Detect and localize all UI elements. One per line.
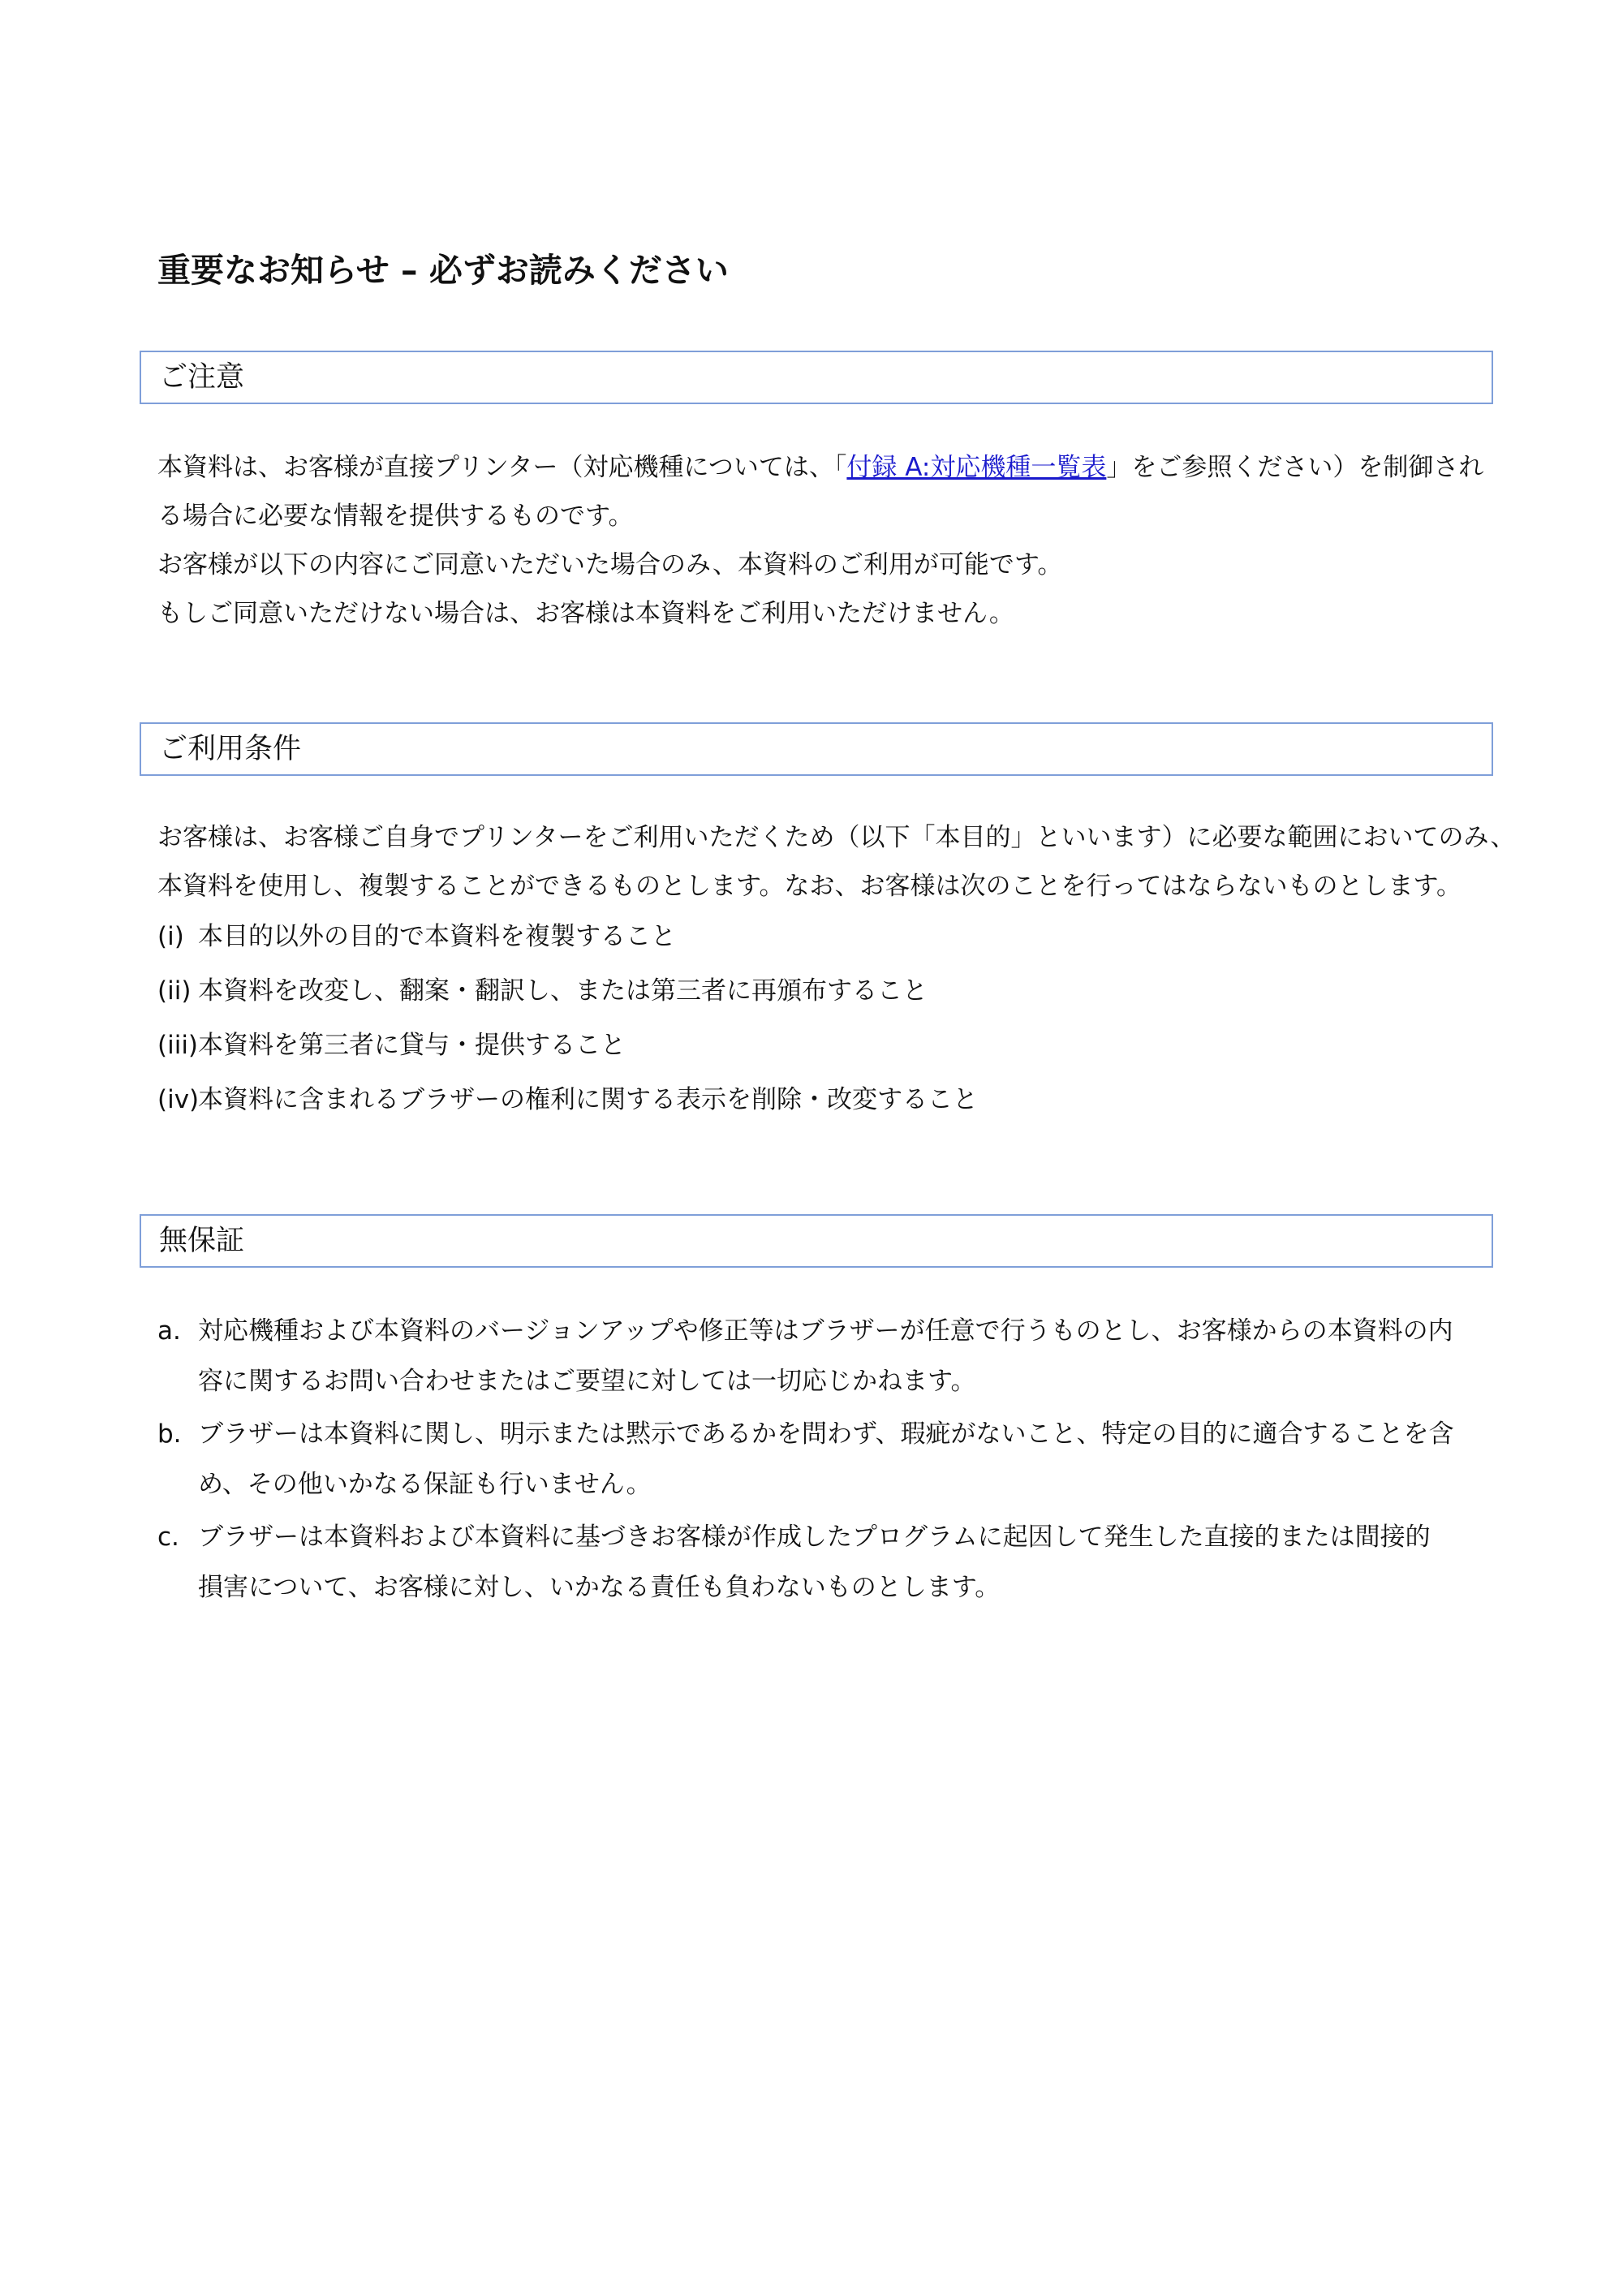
- page-title: 重要なお知らせ – 必ずお読みください: [157, 251, 729, 290]
- warranty-item-b: [157, 1409, 1496, 1510]
- warranty-item-mark: c.: [157, 1523, 179, 1552]
- terms-item-iii: [157, 1019, 1496, 1071]
- notice-heading-box: [140, 351, 1493, 404]
- notice-line-4: もしご同意いただけない場合は、お客様は本資料をご利用いただけません。: [157, 599, 1014, 628]
- terms-item-i: [157, 911, 1496, 963]
- terms-item-iv: [157, 1074, 1496, 1126]
- terms-item-ii: [157, 965, 1496, 1017]
- terms-line-2: 本資料を使用し、複製することができるものとします。なお、お客様は次のことを行ってはならないものとします。: [157, 872, 1462, 901]
- terms-item-mark: (i): [157, 922, 184, 951]
- warranty-item-mark: a.: [157, 1316, 181, 1346]
- notice-line-3: お客様が以下の内容にご同意いただいた場合のみ、本資料のご利用が可能です。: [157, 550, 1063, 579]
- warranty-item-line: ブラザーは本資料および本資料に基づきお客様が作成したプログラムに起因して発生した直接的または間接的: [198, 1523, 1431, 1552]
- terms-item-text: 本資料を改変し、翻案・翻訳し、または第三者に再頒布すること: [198, 976, 928, 1006]
- notice-line-1: [157, 443, 1496, 492]
- terms-item-text: 本資料を第三者に貸与・提供すること: [198, 1031, 626, 1060]
- warranty-item-line: 対応機種および本資料のバージョンアップや修正等はブラザーが任意で行うものとし、お客様からの本資料の内: [198, 1316, 1453, 1346]
- warranty-heading: 無保証: [159, 1225, 245, 1257]
- terms-heading-box: [140, 722, 1493, 776]
- notice-line-1-tail: 」をご参照ください）を制御され: [1106, 453, 1484, 482]
- warranty-item-c: [157, 1512, 1496, 1613]
- notice-heading: ご注意: [159, 361, 245, 394]
- warranty-item-line: 容に関するお問い合わせまたはご要望に対しては一切応じかねます。: [198, 1367, 976, 1396]
- terms-item-mark: (iv): [157, 1085, 200, 1114]
- terms-item-mark: (iii): [157, 1031, 199, 1060]
- notice-body: [157, 443, 1496, 638]
- terms-heading: ご利用条件: [159, 733, 302, 765]
- warranty-item-line: 損害について、お客様に対し、いかなる責任も負わないものとします。: [198, 1573, 1001, 1602]
- terms-item-text: 本資料に含まれるブラザーの権利に関する表示を削除・改変すること: [198, 1085, 978, 1114]
- notice-line-2: る場合に必要な情報を提供するものです。: [157, 502, 634, 531]
- appendix-a-link[interactable]: 付録 A:対応機種一覧表: [846, 453, 1107, 482]
- warranty-item-line: め、その他いかなる保証も行いません。: [198, 1470, 652, 1499]
- warranty-item-line: ブラザーは本資料に関し、明示または黙示であるかを問わず、瑕疵がないこと、特定の目的に適合することを含: [198, 1419, 1454, 1449]
- terms-line-1: お客様は、お客様ご自身でプリンターをご利用いただくため（以下「本目的」といいます）に必要な範囲においてのみ、: [157, 823, 1516, 852]
- warranty-item-a: [157, 1306, 1496, 1406]
- warranty-heading-box: [140, 1214, 1493, 1268]
- terms-item-mark: (ii): [157, 976, 192, 1006]
- notice-line-1-text: 本資料は、お客様が直接プリンター（対応機種については、「: [157, 453, 847, 482]
- terms-body: [157, 813, 1516, 911]
- terms-item-text: 本目的以外の目的で本資料を複製すること: [198, 922, 676, 951]
- warranty-item-mark: b.: [157, 1419, 182, 1449]
